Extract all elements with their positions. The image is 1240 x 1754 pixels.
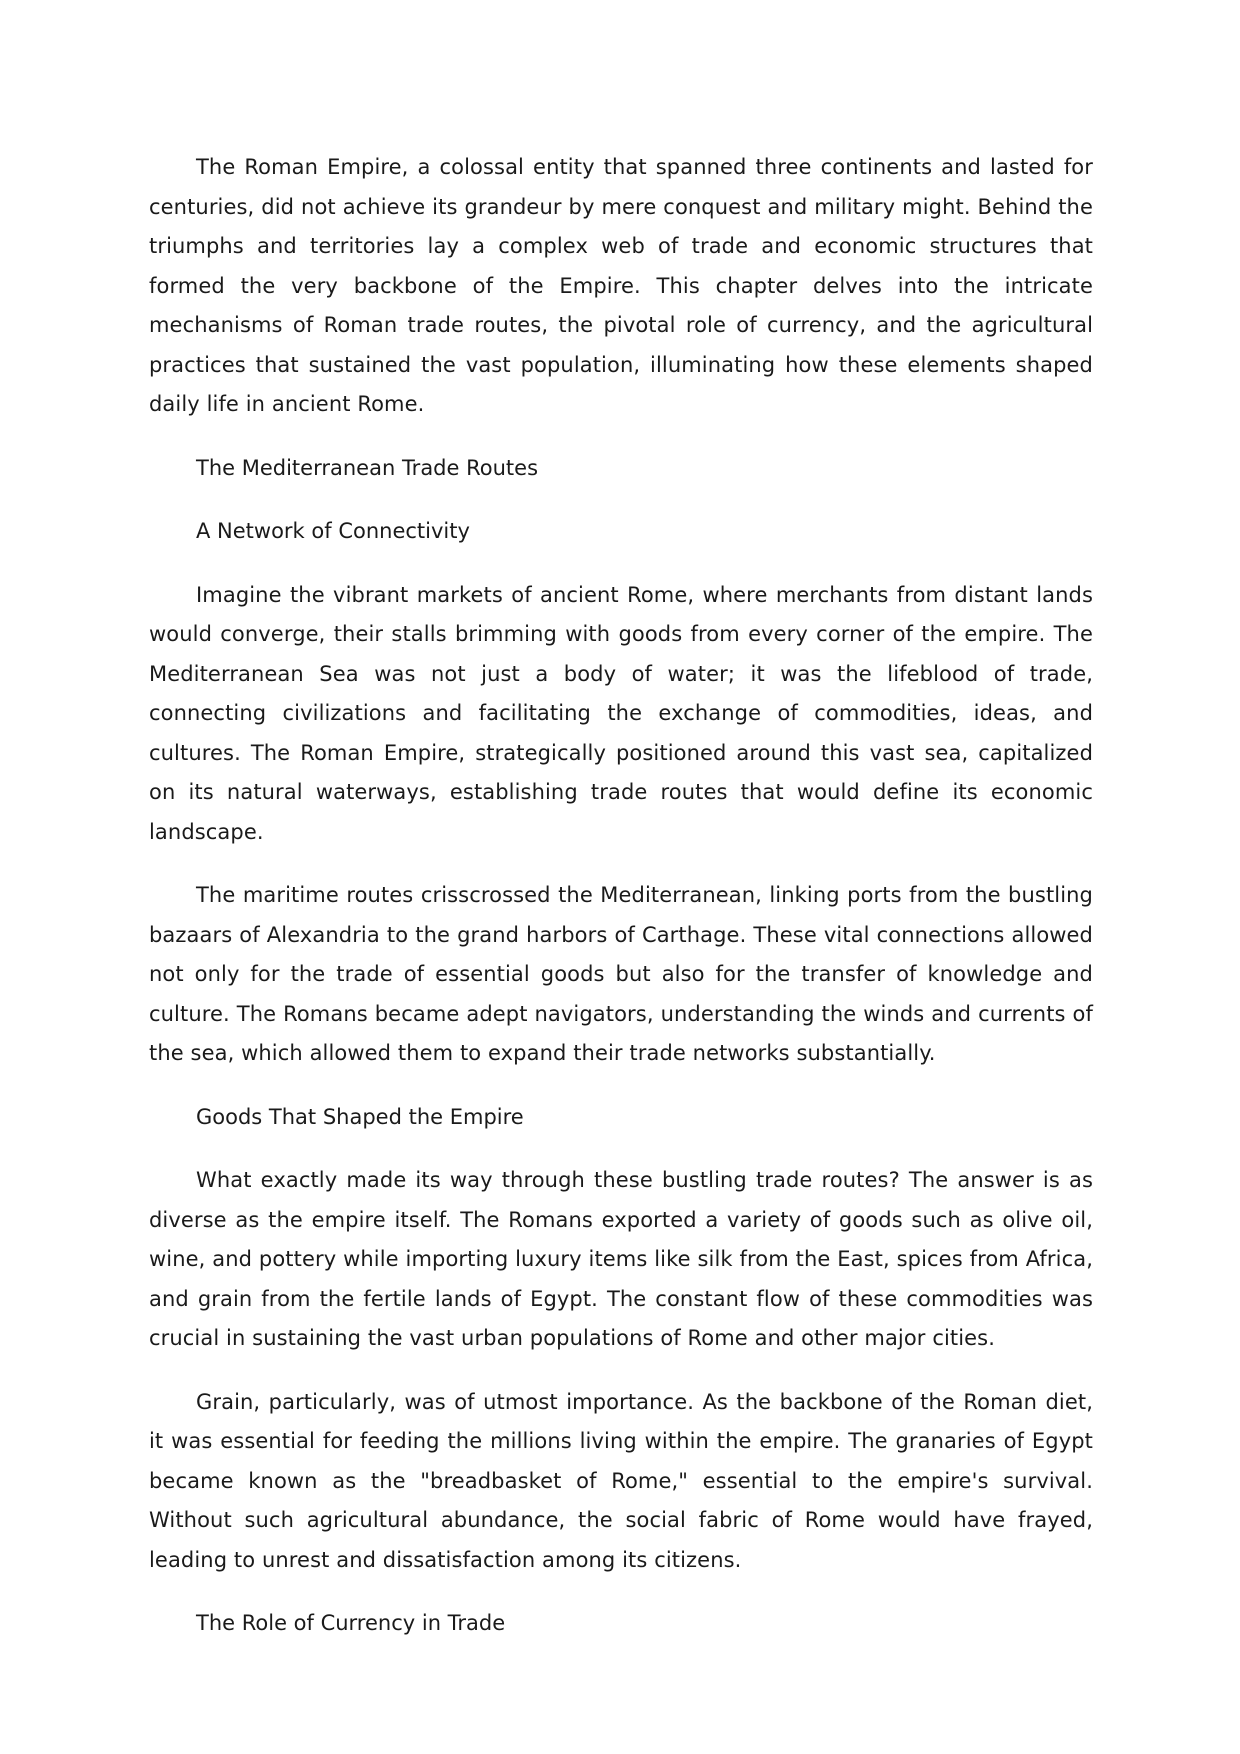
document-page <box>149 148 1093 1668</box>
paragraph-maritime-routes: The maritime routes crisscrossed the Mediterranean, linking ports from the bustling bazaars of Alexandria to the grand harbors of Carthage. These vital connections allowed not only for the trade of essential goods but also for the transfer of knowledge and culture. The Romans became adept navigators, understanding the winds and currents of the sea, which allowed them to expand their trade networks substantially. <box>149 883 1093 1065</box>
section-heading-role-of-currency: The Role of Currency in Trade <box>196 1611 506 1635</box>
paragraph-grain-importance: Grain, particularly, was of utmost importance. As the backbone of the Roman diet, it was essential for feeding the millions living within the empire. The granaries of Egypt became known as the "breadbasket of Rome," essential to the empire's survival. Without such agricultural abundance, the social fabric of Rome would have frayed, leading to unrest and dissatisfaction among its citizens. <box>149 1389 1093 1572</box>
paragraph-vibrant-markets: Imagine the vibrant markets of ancient Rome, where merchants from distant lands would converge, their stalls brimming with goods from every corner of the empire. The Mediterranean Sea was not just a body of water; it was the lifeblood of trade, connecting civilizations and facilitating the exchange of commodities, ideas, and cultures. The Roman Empire, strategically positioned around this vast sea, capitalized on its natural waterways, establishing trade routes that would define its economic landscape. <box>149 582 1093 844</box>
paragraph-goods-traded: What exactly made its way through these bustling trade routes? The answer is as diverse as the empire itself. The Romans exported a variety of goods such as olive oil, wine, and pottery while importing luxury items like silk from the East, spices from Africa, and grain from the fertile lands of Egypt. The constant flow of these commodities was crucial in sustaining the vast urban populations of Rome and other major cities. <box>149 1168 1093 1350</box>
subsection-heading-goods-that-shaped-the-empire: Goods That Shaped the Empire <box>196 1104 524 1129</box>
section-heading-mediterranean-trade-routes: The Mediterranean Trade Routes <box>196 455 539 480</box>
intro-paragraph: The Roman Empire, a colossal entity that spanned three continents and lasted for centuries, did not achieve its grandeur by mere conquest and military might. Behind the triumphs and territories lay a complex web of trade and economic structures that formed the very backbone of the Empire. This chapter delves into the intricate mechanisms of Roman trade routes, the pivotal role of currency, and the agricultural practices that sustained the vast population, illuminating how these elements shaped daily life in ancient Rome. <box>149 155 1093 416</box>
subsection-heading-network-of-connectivity: A Network of Connectivity <box>196 519 470 543</box>
